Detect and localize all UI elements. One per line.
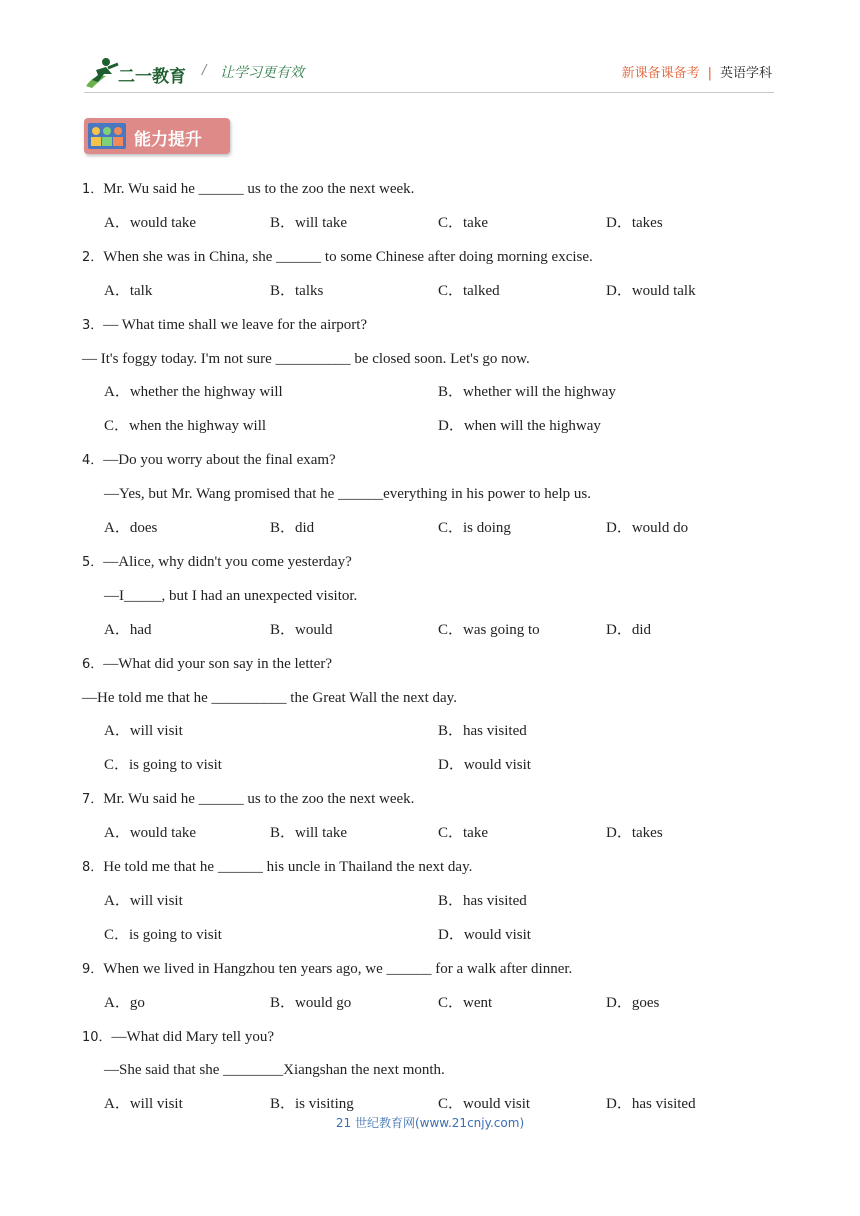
logo-text: 二一教育: [118, 67, 186, 87]
footer: 21 世纪教育网(www.21cnjy.com): [335, 1116, 525, 1130]
answer-option[interactable]: A．will visit: [104, 892, 183, 909]
question-stem: [82, 1028, 274, 1047]
answer-option[interactable]: B．would: [270, 621, 333, 638]
answer-option[interactable]: D．would visit: [438, 926, 531, 943]
answer-option[interactable]: B．whether will the highway: [438, 384, 616, 401]
answer-option[interactable]: B．did: [270, 520, 315, 536]
question-number: 10．: [82, 1029, 112, 1045]
question-stem: [82, 655, 332, 674]
answer-option[interactable]: A．had: [104, 621, 152, 638]
question-text: — It's foggy today. I'm not sure __________ be closed soon. Let's go now.: [82, 350, 530, 367]
question-number: 6．: [82, 656, 104, 672]
answer-option[interactable]: C．is going to visit: [104, 757, 222, 774]
header-separator: |: [707, 66, 712, 81]
answer-option[interactable]: D．did: [606, 621, 652, 638]
answer-option[interactable]: A．will visit: [104, 723, 183, 740]
question-number: 5．: [82, 554, 104, 570]
question-number: 3．: [82, 317, 104, 333]
slogan-separator: /: [202, 63, 207, 78]
answer-option[interactable]: D．has visited: [606, 1096, 696, 1113]
answer-option[interactable]: A．talk: [104, 282, 153, 299]
subject-label: 英语学科: [719, 66, 772, 81]
answer-option[interactable]: C．talked: [438, 282, 500, 299]
question-text: —I_____, but I had an unexpected visitor.: [104, 587, 358, 604]
question-reply: [104, 485, 591, 503]
answer-option[interactable]: B．would go: [270, 994, 352, 1011]
answer-option[interactable]: D．would talk: [606, 282, 696, 299]
answer-option[interactable]: D．takes: [606, 214, 663, 231]
question-stem: [82, 316, 367, 335]
question-number: 7．: [82, 792, 104, 808]
answer-option[interactable]: B．has visited: [438, 723, 527, 740]
page-header: [0, 0, 860, 110]
answer-option[interactable]: C．when the highway will: [104, 418, 267, 435]
answer-option[interactable]: A．does: [104, 520, 158, 536]
answer-option[interactable]: D．would do: [606, 520, 689, 536]
section-title: 能力提升: [134, 130, 202, 150]
question-text: Mr. Wu said he ______ us to the zoo the next week.: [103, 791, 415, 808]
question-stem: [82, 790, 414, 809]
answer-option[interactable]: D．takes: [606, 825, 663, 842]
answer-option[interactable]: B．talks: [270, 282, 324, 299]
answer-option[interactable]: A．go: [104, 994, 145, 1011]
question-stem: [82, 248, 593, 267]
question-text: —Alice, why didn't you come yesterday?: [103, 553, 352, 570]
header-right: [622, 62, 772, 81]
question-stem: [82, 451, 336, 470]
answer-option[interactable]: C．went: [438, 994, 493, 1011]
question-reply: [104, 1061, 445, 1079]
question-reply: [82, 350, 530, 368]
answer-option[interactable]: B．is visiting: [270, 1096, 354, 1113]
answer-option[interactable]: C．is going to visit: [104, 926, 222, 943]
question-reply: [104, 587, 357, 605]
answer-option[interactable]: D．when will the highway: [438, 418, 601, 435]
question-text: —She said that she ________Xiangshan the next month.: [104, 1062, 445, 1079]
question-text: When she was in China, she ______ to some Chinese after doing morning excise.: [103, 248, 593, 265]
question-text: He told me that he ______ his uncle in Thailand the next day.: [103, 859, 473, 875]
answer-option[interactable]: A．would take: [104, 214, 197, 231]
question-stem: [82, 180, 414, 199]
question-stem: [82, 960, 572, 979]
answer-option[interactable]: A．will visit: [104, 1096, 183, 1113]
answer-option[interactable]: A．would take: [104, 825, 197, 842]
question-stem: [82, 553, 352, 572]
question-text: When we lived in Hangzhou ten years ago, we ______ for a walk after dinner.: [103, 960, 573, 977]
question-number: 4．: [82, 453, 104, 469]
answer-option[interactable]: C．is doing: [438, 520, 511, 536]
answer-option[interactable]: C．would visit: [438, 1096, 531, 1113]
answer-option[interactable]: B．will take: [270, 825, 348, 842]
question-text: — What time shall we leave for the airport?: [103, 316, 368, 333]
header-divider: [84, 92, 774, 93]
question-number: 8．: [82, 860, 104, 875]
question-text: —What did Mary tell you?: [111, 1028, 275, 1045]
answer-option[interactable]: B．will take: [270, 214, 348, 231]
answer-option[interactable]: C．take: [438, 214, 488, 231]
people-icon: [88, 123, 126, 149]
question-reply: [82, 689, 457, 707]
answer-option[interactable]: A．whether the highway will: [104, 384, 283, 401]
question-number: 9．: [82, 961, 104, 977]
section-badge: [84, 118, 230, 154]
answer-option[interactable]: D．would visit: [438, 757, 531, 774]
answer-option[interactable]: B．has visited: [438, 892, 527, 909]
question-text: —Do you worry about the final exam?: [103, 452, 336, 469]
answer-option[interactable]: C．take: [438, 825, 488, 842]
question-stem: [82, 858, 472, 877]
course-label: 新课备课备考: [621, 66, 700, 81]
question-text: Mr. Wu said he ______ us to the zoo the next week.: [103, 181, 415, 197]
question-number: 2．: [82, 249, 104, 265]
question-text: —What did your son say in the letter?: [103, 655, 332, 672]
slogan: 让学习更有效: [220, 65, 304, 81]
question-text: —He told me that he __________ the Great Wall the next day.: [82, 689, 457, 706]
answer-option[interactable]: D．goes: [606, 994, 660, 1011]
answer-option[interactable]: C．was going to: [438, 621, 540, 638]
question-number: 1．: [82, 182, 104, 197]
question-text: —Yes, but Mr. Wang promised that he ______everything in his power to help us.: [104, 486, 591, 503]
